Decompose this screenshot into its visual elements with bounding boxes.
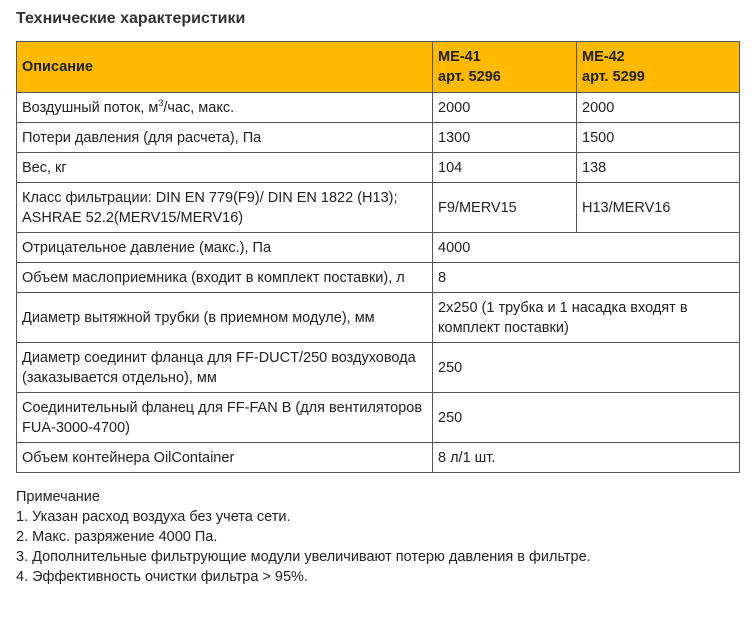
page-title: Технические характеристики <box>16 10 246 27</box>
table-row <box>17 183 740 233</box>
row-label: Соединительный фланец для FF-FAN B (для вентиляторов FUA-3000-4700) <box>17 393 433 443</box>
notes-heading: Примечание <box>16 489 100 505</box>
row-label: Объем контейнера OilContainer <box>17 443 433 473</box>
row-label: Потери давления (для расчета), Па <box>17 123 433 153</box>
note-item: 1. Указан расход воздуха без учета сети. <box>16 509 291 525</box>
row-value-me42: 2000 <box>577 93 740 123</box>
note-item: 2. Макс. разряжение 4000 Па. <box>16 529 218 545</box>
table-row <box>17 443 740 473</box>
row-label: Диаметр вытяжной трубки (в приемном модуле), мм <box>17 293 433 343</box>
row-value-me42: 138 <box>577 153 740 183</box>
row-value-shared: 2x250 (1 трубка и 1 насадка входят в комплект поставки) <box>433 293 740 343</box>
row-label: Вес, кг <box>17 153 433 183</box>
table-row <box>17 263 740 293</box>
row-value-shared: 8 л/1 шт. <box>433 443 740 473</box>
row-value-me42: H13/MERV16 <box>577 183 740 233</box>
table-row <box>17 393 740 443</box>
row-label: Класс фильтрации: DIN EN 779(F9)/ DIN EN 1822 (H13); ASHRAE 52.2(MERV15/MERV16) <box>17 183 433 233</box>
header-model-me41 <box>433 42 577 93</box>
table-row <box>17 123 740 153</box>
superscript: 3 <box>158 97 164 108</box>
row-label: Объем маслоприемника (входит в комплект поставки), л <box>17 263 433 293</box>
notes-section <box>16 487 591 587</box>
table-row <box>17 233 740 263</box>
model-article: арт. 5296 <box>438 69 501 85</box>
row-label: Отрицательное давление (макс.), Па <box>17 233 433 263</box>
row-value-me41: 1300 <box>433 123 577 153</box>
header-description: Описание <box>17 42 433 93</box>
table-header-row <box>17 42 740 93</box>
row-value-me42: 1500 <box>577 123 740 153</box>
row-value-shared: 4000 <box>433 233 740 263</box>
header-model-me42 <box>577 42 740 93</box>
row-label: Воздушный поток, $м^3$/час, макс. <box>17 93 433 123</box>
row-value-shared: 250 <box>433 393 740 443</box>
table-row <box>17 293 740 343</box>
table-row <box>17 153 740 183</box>
row-value-me41: 2000 <box>433 93 577 123</box>
model-name: ME-41 <box>438 49 481 65</box>
note-item: 3. Дополнительные фильтрующие модули увеличивают потерю давления в фильтре. <box>16 549 591 565</box>
row-value-me41: F9/MERV15 <box>433 183 577 233</box>
row-label: Диаметр соединит фланца для FF-DUCT/250 воздуховода (заказывается отдельно), мм <box>17 343 433 393</box>
row-value-me41: 104 <box>433 153 577 183</box>
table-row <box>17 93 740 123</box>
model-name: ME-42 <box>582 49 625 65</box>
model-article: арт. 5299 <box>582 69 645 85</box>
note-item: 4. Эффективность очистки фильтра > 95%. <box>16 569 308 585</box>
table-row <box>17 343 740 393</box>
row-value-shared: 8 <box>433 263 740 293</box>
row-value-shared: 250 <box>433 343 740 393</box>
specs-table <box>16 41 740 473</box>
